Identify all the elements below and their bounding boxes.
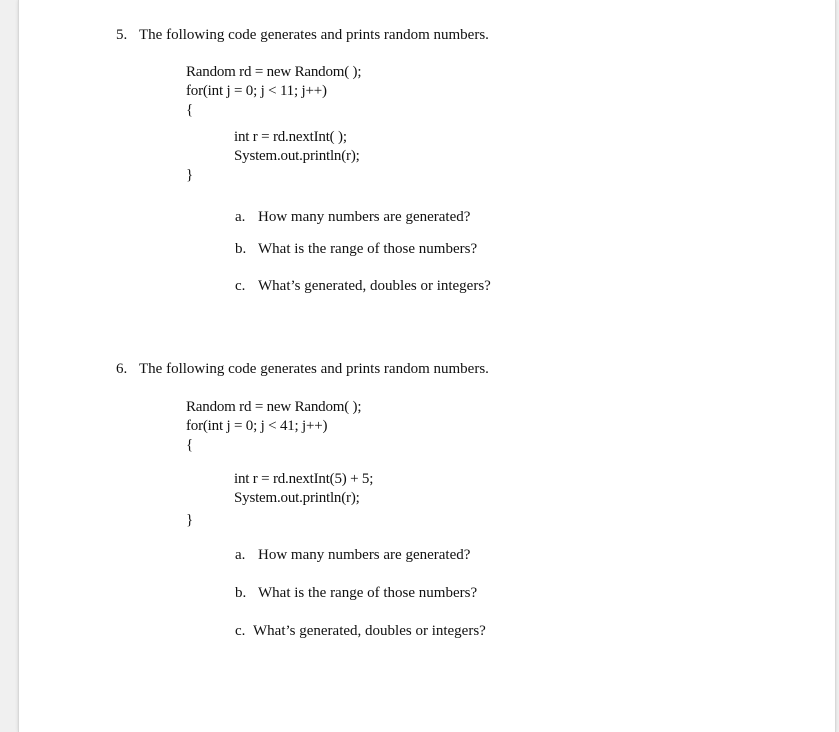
code-line: Random rd = new Random( );	[186, 399, 362, 415]
subquestion-letter: c.	[235, 278, 246, 294]
subquestion-letter: b.	[235, 241, 247, 257]
subquestion-item	[235, 546, 555, 564]
subquestion-letter: a.	[235, 547, 246, 563]
subquestion-item	[235, 208, 555, 226]
code-line: Random rd = new Random( );	[186, 64, 362, 80]
subquestion-letter: b.	[235, 585, 247, 601]
question-6-heading	[116, 360, 536, 378]
subquestion-item	[235, 622, 555, 640]
code-line: System.out.println(r);	[234, 148, 360, 164]
subquestion-text: What’s generated, doubles or integers?	[258, 278, 491, 294]
question-5-heading	[116, 26, 536, 44]
subquestion-letter: c.	[235, 623, 246, 639]
subquestion-item	[235, 584, 555, 602]
subquestion-item	[235, 240, 555, 258]
code-line: int r = rd.nextInt(5) + 5;	[234, 471, 374, 487]
subquestion-letter: a.	[235, 209, 246, 225]
code-line: int r = rd.nextInt( );	[234, 129, 347, 145]
subquestion-text: How many numbers are generated?	[258, 547, 471, 563]
document-page	[18, 0, 836, 732]
question-prompt: The following code generates and prints random numbers.	[139, 361, 489, 377]
code-close-brace: }	[186, 167, 193, 183]
question-number: 5.	[116, 27, 128, 43]
question-prompt: The following code generates and prints random numbers.	[139, 27, 489, 43]
code-close-brace: }	[186, 512, 193, 528]
subquestion-text: How many numbers are generated?	[258, 209, 471, 225]
subquestion-text: What is the range of those numbers?	[258, 241, 478, 257]
question-number: 6.	[116, 361, 128, 377]
code-open-brace: {	[186, 102, 193, 118]
subquestion-item	[235, 277, 555, 295]
subquestion-text: What’s generated, doubles or integers?	[253, 623, 486, 639]
code-line: System.out.println(r);	[234, 490, 360, 506]
code-line: for(int j = 0; j < 41; j++)	[186, 418, 328, 434]
code-line: for(int j = 0; j < 11; j++)	[186, 83, 327, 99]
code-open-brace: {	[186, 437, 193, 453]
subquestion-text: What is the range of those numbers?	[258, 585, 478, 601]
